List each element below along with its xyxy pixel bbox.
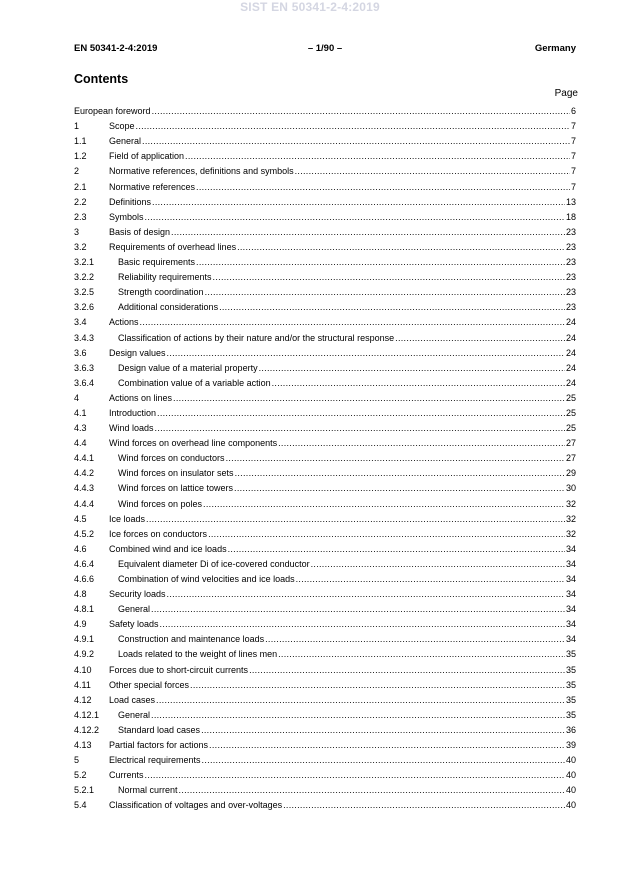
- toc-entry-number: 3.2.1: [74, 257, 95, 268]
- toc-entry[interactable]: [74, 525, 576, 540]
- toc-entry[interactable]: [74, 630, 576, 645]
- toc-entry-title: Reliability requirements: [118, 272, 212, 283]
- table-of-contents: [74, 102, 576, 811]
- page-header: [74, 43, 576, 57]
- toc-entry[interactable]: [74, 736, 576, 751]
- toc-entry[interactable]: [74, 147, 576, 162]
- toc-leader-dots: [205, 287, 565, 298]
- toc-entry-page: 39: [565, 740, 576, 751]
- toc-entry-page: 23: [565, 272, 576, 283]
- toc-entry-title: General: [109, 136, 142, 147]
- toc-leader-dots: [272, 378, 565, 389]
- toc-entry-page: 24: [565, 317, 576, 328]
- toc-entry[interactable]: [74, 494, 576, 509]
- toc-entry[interactable]: [74, 177, 576, 192]
- toc-entry-page: 34: [565, 589, 576, 600]
- toc-leader-dots: [142, 136, 570, 147]
- toc-entry[interactable]: [74, 283, 576, 298]
- toc-entry-number: 3.6.4: [74, 377, 95, 388]
- toc-entry-number: 3: [74, 226, 80, 237]
- toc-entry-title: Basic requirements: [118, 257, 196, 268]
- toc-leader-dots: [136, 121, 570, 132]
- page-number: – 1/90 –: [307, 43, 343, 54]
- toc-entry-page: 23: [565, 302, 576, 313]
- toc-entry[interactable]: [74, 691, 576, 706]
- toc-leader-dots: [151, 710, 565, 721]
- toc-entry-title: Design value of a material property: [118, 362, 258, 373]
- toc-entry[interactable]: [74, 253, 576, 268]
- toc-entry-title: Scope: [109, 121, 135, 132]
- toc-entry-page: 7: [570, 166, 576, 177]
- toc-entry-page: 40: [565, 770, 576, 781]
- toc-entry[interactable]: [74, 132, 576, 147]
- toc-entry[interactable]: [74, 404, 576, 419]
- toc-leader-dots: [156, 695, 565, 706]
- toc-leader-dots: [146, 514, 565, 525]
- toc-entry-page: 25: [565, 423, 576, 434]
- toc-entry-page: 25: [565, 407, 576, 418]
- toc-entry-title: Basis of design: [109, 226, 171, 237]
- toc-entry-page: 35: [565, 709, 576, 720]
- toc-entry-title: Actions on lines: [109, 392, 173, 403]
- toc-entry-page: 23: [565, 241, 576, 252]
- toc-leader-dots: [196, 182, 570, 193]
- toc-entry-title: Security loads: [109, 589, 166, 600]
- toc-leader-dots: [145, 212, 565, 223]
- toc-entry-number: 4.6: [74, 543, 87, 554]
- toc-leader-dots: [278, 438, 565, 449]
- toc-entry-number: 2: [74, 166, 80, 177]
- toc-entry-number: 1.2: [74, 151, 87, 162]
- toc-leader-dots: [259, 363, 565, 374]
- toc-entry[interactable]: [74, 359, 576, 374]
- toc-entry-title: Load cases: [109, 694, 156, 705]
- page-column-label: Page: [554, 88, 578, 99]
- toc-entry-title: General: [118, 604, 151, 615]
- toc-entry-title: Actions: [109, 317, 139, 328]
- toc-entry-number: 4.12: [74, 694, 92, 705]
- toc-entry-page: 23: [565, 257, 576, 268]
- toc-entry-title: Normal current: [118, 785, 178, 796]
- toc-entry[interactable]: [74, 389, 576, 404]
- toc-entry-number: 4.6.6: [74, 574, 95, 584]
- toc-entry[interactable]: [74, 374, 576, 389]
- toc-entry-title: Introduction: [109, 407, 157, 418]
- toc-entry-title: Classification of voltages and over-voltages: [109, 800, 283, 811]
- toc-leader-dots: [295, 166, 570, 177]
- toc-entry[interactable]: [74, 193, 576, 208]
- toc-entry-page: 34: [565, 634, 576, 645]
- toc-entry-number: 5.2.1: [74, 785, 95, 796]
- toc-entry-number: 4.11: [74, 679, 91, 690]
- toc-entry-number: 3.2.5: [74, 287, 95, 298]
- toc-leader-dots: [151, 604, 565, 615]
- toc-entry[interactable]: [74, 344, 576, 359]
- toc-entry[interactable]: [74, 570, 576, 585]
- toc-leader-dots: [152, 197, 565, 208]
- toc-entry-number: 3.4: [74, 317, 87, 328]
- toc-entry-number: 3.2: [74, 241, 87, 252]
- toc-entry[interactable]: [74, 298, 576, 313]
- toc-entry-page: 35: [565, 664, 576, 675]
- toc-entry[interactable]: [74, 238, 576, 253]
- toc-entry[interactable]: [74, 585, 576, 600]
- toc-entry-page: 7: [570, 181, 576, 192]
- toc-entry-number: 2.3: [74, 211, 87, 222]
- toc-entry[interactable]: [74, 751, 576, 766]
- toc-entry-number: 4.4: [74, 438, 87, 449]
- toc-entry-number: 1.1: [74, 136, 87, 147]
- toc-entry-number: 3.2.6: [74, 302, 95, 313]
- toc-entry-number: 5.2: [74, 770, 87, 781]
- toc-leader-dots: [311, 559, 565, 570]
- toc-entry-title: General: [118, 709, 151, 720]
- toc-entry[interactable]: [74, 208, 576, 223]
- toc-entry-number: 3.6.3: [74, 362, 95, 373]
- toc-leader-dots: [196, 257, 565, 268]
- toc-entry-title: Wind forces on conductors: [118, 453, 225, 464]
- toc-entry-page: 7: [570, 121, 576, 132]
- toc-entry-number: 4.5.2: [74, 528, 95, 539]
- toc-entry[interactable]: [74, 434, 576, 449]
- toc-leader-dots: [249, 665, 565, 676]
- toc-entry-title: Ice loads: [109, 513, 146, 524]
- toc-entry-title: Field of application: [109, 151, 185, 162]
- toc-entry-title: Strength coordination: [118, 287, 204, 298]
- toc-entry-page: 23: [565, 226, 576, 237]
- toc-entry-page: 18: [565, 211, 576, 222]
- toc-leader-dots: [208, 529, 565, 540]
- toc-entry-page: 29: [565, 468, 576, 479]
- toc-entry-page: 34: [565, 604, 576, 615]
- toc-entry-page: 24: [565, 347, 576, 358]
- toc-entry[interactable]: [74, 223, 576, 238]
- toc-leader-dots: [234, 483, 565, 494]
- toc-entry-number: 3.4.3: [74, 332, 95, 343]
- toc-entry-title: Wind forces on insulator sets: [118, 468, 234, 479]
- toc-entry-number: 4.8: [74, 589, 87, 600]
- toc-leader-dots: [155, 423, 565, 434]
- toc-entry-page: 32: [565, 498, 576, 509]
- toc-entry-title: Requirements of overhead lines: [109, 241, 237, 252]
- toc-entry-title: Combination of wind velocities and ice loads: [118, 574, 295, 584]
- toc-entry-number: 2.2: [74, 196, 87, 207]
- toc-entry-page: 34: [565, 574, 576, 584]
- toc-leader-dots: [296, 574, 565, 585]
- toc-entry-title: Combination value of a variable action: [118, 377, 271, 388]
- toc-entry[interactable]: [74, 645, 576, 660]
- toc-entry[interactable]: [74, 600, 576, 615]
- toc-leader-dots: [209, 740, 565, 751]
- toc-leader-dots: [171, 227, 565, 238]
- toc-leader-dots: [152, 106, 570, 117]
- toc-entry-page: 13: [565, 196, 576, 207]
- toc-entry-title: European foreword: [74, 106, 151, 117]
- toc-entry[interactable]: [74, 479, 576, 494]
- toc-leader-dots: [201, 725, 565, 736]
- toc-leader-dots: [265, 634, 565, 645]
- toc-entry-number: 4.8.1: [74, 604, 95, 615]
- toc-entry-page: 40: [565, 785, 576, 796]
- toc-entry-number: 4.12.1: [74, 709, 100, 720]
- toc-entry-page: 24: [565, 332, 576, 343]
- toc-entry-number: 4.6.4: [74, 558, 95, 569]
- toc-leader-dots: [283, 800, 565, 811]
- toc-entry[interactable]: [74, 510, 576, 525]
- toc-entry-title: Additional considerations: [118, 302, 219, 313]
- toc-entry-title: Ice forces on conductors: [109, 528, 208, 539]
- toc-leader-dots: [235, 468, 565, 479]
- toc-entry[interactable]: [74, 676, 576, 691]
- toc-entry-title: Safety loads: [109, 619, 159, 630]
- document-id: EN 50341-2-4:2019: [74, 43, 158, 54]
- toc-leader-dots: [219, 302, 565, 313]
- toc-entry-number: 4.12.2: [74, 724, 100, 735]
- toc-entry[interactable]: [74, 449, 576, 464]
- toc-entry[interactable]: [74, 615, 576, 630]
- toc-entry[interactable]: [74, 540, 576, 555]
- toc-entry-page: 23: [565, 287, 576, 298]
- toc-entry[interactable]: [74, 781, 576, 796]
- toc-entry-number: 5.4: [74, 800, 87, 811]
- contents-title: Contents: [74, 72, 129, 86]
- toc-entry[interactable]: [74, 766, 576, 781]
- toc-entry-title: Currents: [109, 770, 144, 781]
- toc-entry-number: 4.4.2: [74, 468, 95, 479]
- toc-leader-dots: [202, 755, 565, 766]
- toc-entry[interactable]: [74, 102, 576, 117]
- toc-entry-number: 4.9.2: [74, 649, 95, 660]
- toc-entry-number: 3.6: [74, 347, 87, 358]
- toc-entry-page: 32: [565, 513, 576, 524]
- toc-leader-dots: [160, 619, 565, 630]
- toc-entry-title: Wind forces on lattice towers: [118, 483, 234, 494]
- toc-entry-number: 3.2.2: [74, 272, 95, 283]
- toc-entry-title: Partial factors for actions: [109, 740, 209, 751]
- toc-entry-title: Standard load cases: [118, 724, 201, 735]
- toc-entry-page: 25: [565, 392, 576, 403]
- toc-leader-dots: [179, 785, 565, 796]
- toc-entry-page: 36: [565, 724, 576, 735]
- toc-leader-dots: [145, 770, 565, 781]
- toc-entry-title: Definitions: [109, 196, 152, 207]
- toc-entry-title: Normative references: [109, 181, 196, 192]
- toc-entry[interactable]: [74, 464, 576, 479]
- toc-leader-dots: [213, 272, 565, 283]
- toc-entry[interactable]: [74, 313, 576, 328]
- toc-entry-number: 4.4.4: [74, 498, 95, 509]
- toc-entry-page: 6: [570, 106, 576, 117]
- toc-entry[interactable]: [74, 268, 576, 283]
- toc-entry-number: 4.13: [74, 740, 92, 751]
- toc-entry[interactable]: [74, 706, 576, 721]
- toc-entry[interactable]: [74, 328, 576, 343]
- toc-leader-dots: [190, 680, 565, 691]
- toc-leader-dots: [226, 453, 565, 464]
- toc-entry[interactable]: [74, 162, 576, 177]
- toc-entry-page: 35: [565, 649, 576, 660]
- toc-entry-title: Other special forces: [109, 679, 190, 690]
- toc-entry-title: Normative references, definitions and symbols: [109, 166, 294, 177]
- toc-entry-page: 7: [570, 136, 576, 147]
- toc-entry-title: Electrical requirements: [109, 755, 201, 766]
- toc-entry-page: 7: [570, 151, 576, 162]
- toc-leader-dots: [167, 589, 565, 600]
- toc-entry[interactable]: [74, 660, 576, 675]
- toc-leader-dots: [278, 649, 565, 660]
- toc-leader-dots: [167, 348, 565, 359]
- toc-entry-number: 1: [74, 121, 80, 132]
- toc-entry-page: 35: [565, 694, 576, 705]
- toc-entry-title: Equivalent diameter Di of ice-covered conductor: [118, 558, 310, 569]
- toc-entry-title: Symbols: [109, 211, 144, 222]
- toc-entry-number: 4.10: [74, 664, 92, 675]
- toc-entry-page: 30: [565, 483, 576, 494]
- toc-entry-title: Wind loads: [109, 423, 154, 434]
- toc-entry-title: Combined wind and ice loads: [109, 543, 227, 554]
- toc-leader-dots: [157, 408, 565, 419]
- toc-entry-number: 4.9: [74, 619, 87, 630]
- toc-entry-title: Wind forces on overhead line components: [109, 438, 278, 449]
- toc-leader-dots: [228, 544, 565, 555]
- toc-entry-number: 2.1: [74, 181, 87, 192]
- toc-leader-dots: [185, 151, 570, 162]
- toc-entry-title: Design values: [109, 347, 166, 358]
- toc-entry-number: 4.4.1: [74, 453, 95, 464]
- toc-entry-page: 27: [565, 438, 576, 449]
- toc-entry-number: 4.9.1: [74, 634, 95, 645]
- country-label: Germany: [534, 43, 576, 54]
- toc-entry-page: 40: [565, 755, 576, 766]
- toc-entry-title: Wind forces on poles: [118, 498, 203, 509]
- toc-entry-page: 27: [565, 453, 576, 464]
- toc-entry[interactable]: [74, 117, 576, 132]
- toc-entry-page: 34: [565, 543, 576, 554]
- toc-leader-dots: [173, 393, 565, 404]
- toc-leader-dots: [395, 333, 565, 344]
- toc-entry-number: 4: [74, 392, 80, 403]
- toc-entry-title: Forces due to short-circuit currents: [109, 664, 249, 675]
- toc-entry-number: 4.4.3: [74, 483, 95, 494]
- toc-entry-page: 34: [565, 558, 576, 569]
- toc-entry-page: 35: [565, 679, 576, 690]
- toc-entry-number: 4.1: [74, 407, 87, 418]
- toc-entry-title: Classification of actions by their nature and/or the structural response: [118, 332, 395, 343]
- toc-leader-dots: [203, 499, 565, 510]
- toc-entry-page: 24: [565, 362, 576, 373]
- toc-entry-number: 4.5: [74, 513, 87, 524]
- toc-leader-dots: [140, 317, 565, 328]
- toc-entry-title: Construction and maintenance loads: [118, 634, 265, 645]
- toc-entry[interactable]: [74, 555, 576, 570]
- toc-entry-page: 40: [565, 800, 576, 811]
- toc-entry[interactable]: [74, 796, 576, 811]
- toc-entry-page: 32: [565, 528, 576, 539]
- toc-entry-title: Loads related to the weight of lines men: [118, 649, 278, 660]
- toc-entry-page: 24: [565, 377, 576, 388]
- toc-entry[interactable]: [74, 419, 576, 434]
- toc-entry-number: 5: [74, 755, 80, 766]
- toc-entry[interactable]: [74, 721, 576, 736]
- toc-leader-dots: [237, 242, 565, 253]
- toc-entry-number: 4.3: [74, 423, 87, 434]
- watermark: SIST EN 50341-2-4:2019: [240, 0, 380, 14]
- toc-entry-page: 34: [565, 619, 576, 630]
